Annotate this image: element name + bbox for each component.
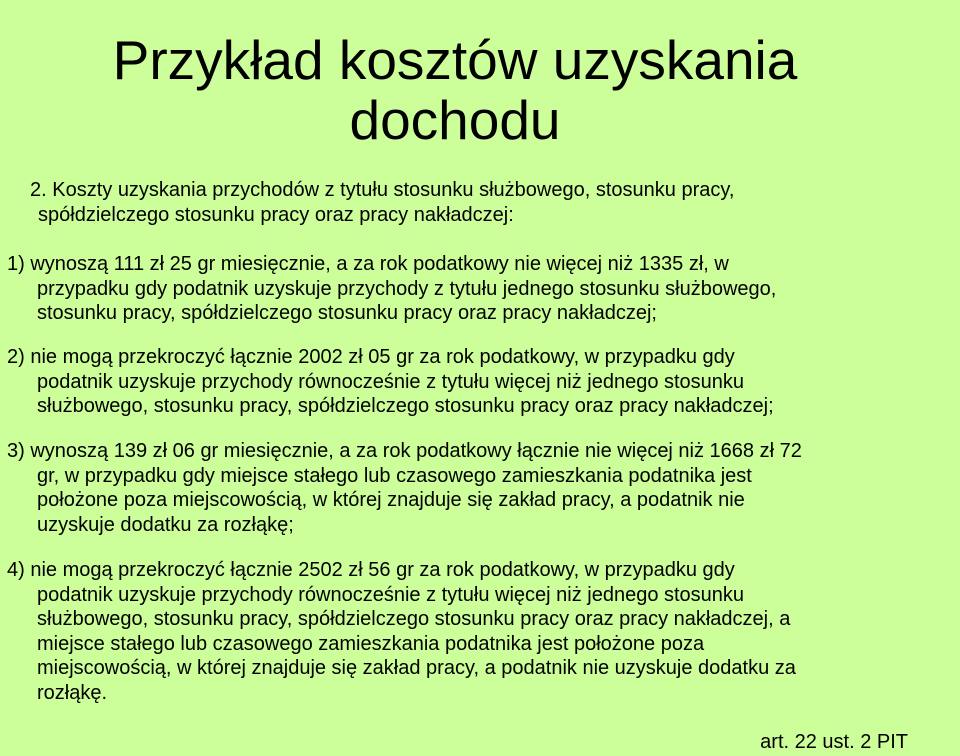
page-title <box>0 30 910 150</box>
item-line: położone poza miejscowością, w której znajduje się zakład pracy, a podatnik nie <box>37 489 745 511</box>
item-line: podatnik uzyskuje przychody równocześnie z tytułu więcej niż jednego stosunku <box>37 583 745 606</box>
intro-line: spółdzielczego stosunku pracy oraz pracy nakładczej: <box>38 204 514 226</box>
item-line: uzyskuje dodatku za rozłąkę; <box>37 513 294 536</box>
item-line: miejscowością, w której znajduje się zakład pracy, a podatnik nie uzyskuje dodatku za <box>37 657 796 679</box>
list-item-1 <box>7 252 937 326</box>
item-line: służbowego, stosunku pracy, spółdzielczego stosunku pracy oraz pracy nakładczej, a <box>37 608 791 630</box>
item-line: przypadku gdy podatnik uzyskuje przychody z tytułu jednego stosunku służbowego, <box>37 277 777 300</box>
legal-source: art. 22 ust. 2 PIT <box>760 731 908 753</box>
item-line: służbowego, stosunku pracy, spółdzielczego stosunku pracy oraz pracy nakładczej; <box>37 395 774 417</box>
intro-line: 2. Koszty uzyskania przychodów z tytułu stosunku służbowego, stosunku pracy, <box>30 179 735 201</box>
item-line: podatnik uzyskuje przychody równocześnie z tytułu więcej niż jednego stosunku <box>37 370 745 393</box>
list-item-2 <box>7 345 937 419</box>
item-line: 4) nie mogą przekroczyć łącznie 2502 zł 56 gr za rok podatkowy, w przypadku gdy <box>7 559 735 581</box>
title-line-2: dochodu <box>349 89 561 151</box>
list-item-4 <box>7 558 937 705</box>
item-line: rozłąkę. <box>37 681 108 704</box>
item-line: stosunku pracy, spółdzielczego stosunku pracy oraz pracy nakładczej; <box>37 302 657 324</box>
title-line-1: Przykład kosztów uzyskania <box>112 29 798 91</box>
intro-paragraph <box>8 178 938 228</box>
item-line: miejsce stałego lub czasowego zamieszkania podatnika jest położone poza <box>37 632 705 655</box>
list-item-3 <box>7 439 937 537</box>
item-line: 3) wynoszą 139 zł 06 gr miesięcznie, a za rok podatkowy łącznie nie więcej niż 1668 zł 72 <box>7 440 802 462</box>
item-line: gr, w przypadku gdy miejsce stałego lub czasowego zamieszkania podatnika jest <box>37 464 752 487</box>
item-line: 1) wynoszą 111 zł 25 gr miesięcznie, a za rok podatkowy nie więcej niż 1335 zł, w <box>7 253 729 275</box>
item-line: 2) nie mogą przekroczyć łącznie 2002 zł 05 gr za rok podatkowy, w przypadku gdy <box>7 346 735 368</box>
